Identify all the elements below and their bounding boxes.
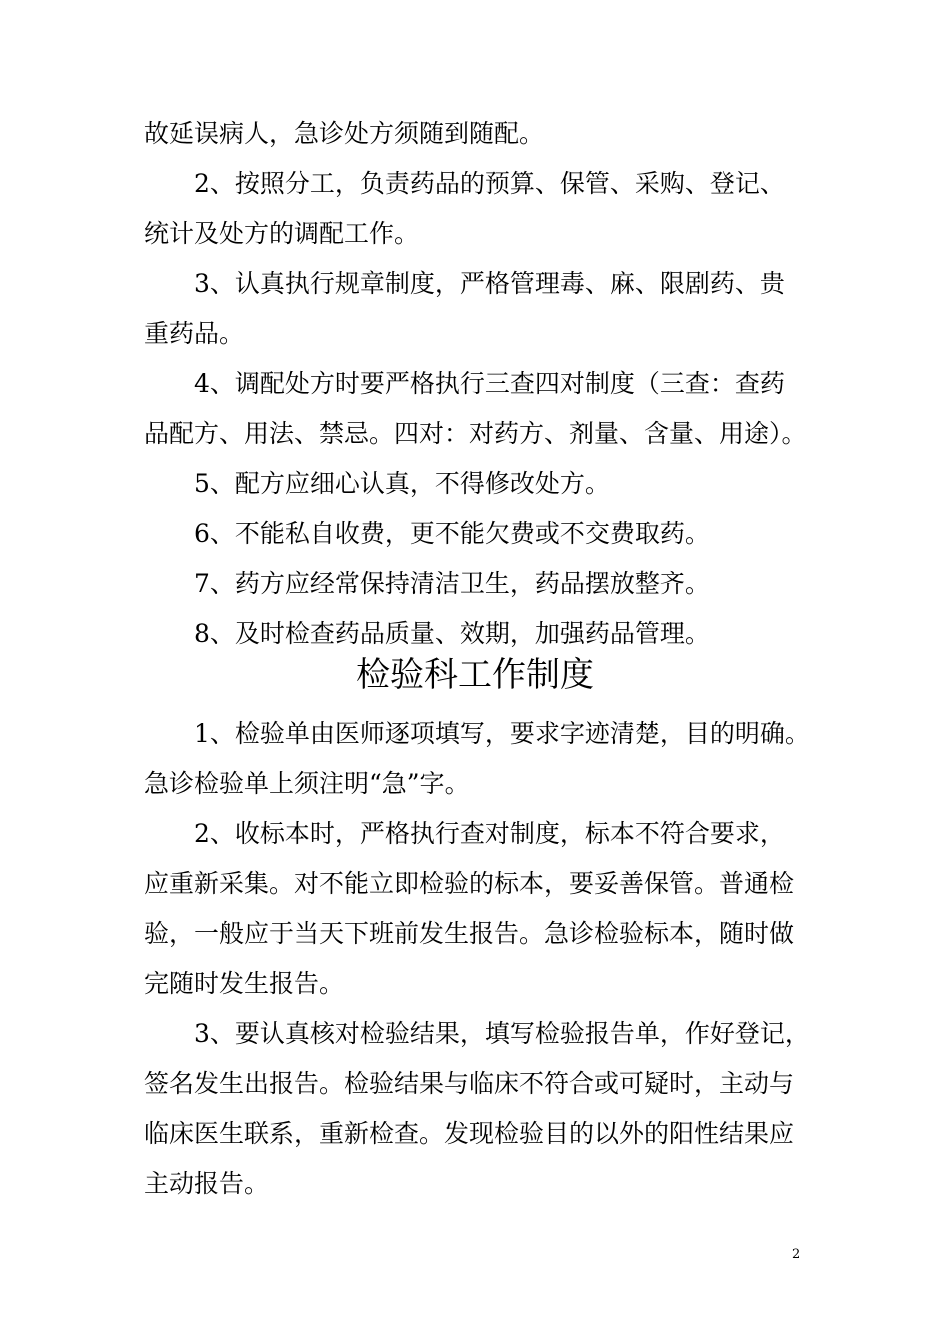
section-title: 检验科工作制度 — [356, 655, 594, 695]
text-line: 统计及处方的调配工作。 — [144, 219, 420, 248]
text-line: 应重新采集。对不能立即检验的标本，要妥善保管。普通检 — [144, 869, 795, 898]
text-line: 2、收标本时，严格执行查对制度，标本不符合要求， — [194, 819, 785, 848]
text-line: 重药品。 — [144, 319, 245, 348]
text-line: 完随时发生报告。 — [144, 969, 345, 998]
text-line: 品配方、用法、禁忌。四对：对药方、剂量、含量、用途）。 — [144, 419, 807, 448]
text-line: 故延误病人，急诊处方须随到随配。 — [144, 119, 545, 148]
text-line: 8、及时检查药品质量、效期，加强药品管理。 — [194, 619, 710, 648]
text-line: 3、要认真核对检验结果，填写检验报告单，作好登记， — [194, 1019, 810, 1048]
text-line: 4、调配处方时要严格执行三查四对制度（三查：查药 — [194, 369, 785, 398]
text-line: 2、按照分工，负责药品的预算、保管、采购、登记、 — [194, 169, 785, 198]
text-line: 3、认真执行规章制度，严格管理毒、麻、限剧药、贵 — [194, 269, 785, 298]
text-line: 主动报告。 — [144, 1169, 270, 1198]
text-line: 验，一般应于当天下班前发生报告。急诊检验标本，随时做 — [144, 919, 795, 948]
text-line: 签名发生出报告。检验结果与临床不符合或可疑时，主动与 — [144, 1069, 795, 1098]
text-line: 5、配方应细心认真，不得修改处方。 — [194, 469, 610, 498]
text-line: 临床医生联系，重新检查。发现检验目的以外的阳性结果应 — [144, 1119, 795, 1148]
text-line: 急诊检验单上须注明“急”字。 — [144, 769, 470, 798]
text-line: 6、不能私自收费，更不能欠费或不交费取药。 — [194, 519, 710, 548]
text-line: 7、药方应经常保持清洁卫生，药品摆放整齐。 — [194, 569, 710, 598]
page-number: 2 — [792, 1247, 801, 1262]
text-line: 1、检验单由医师逐项填写，要求字迹清楚，目的明确。 — [194, 719, 810, 748]
